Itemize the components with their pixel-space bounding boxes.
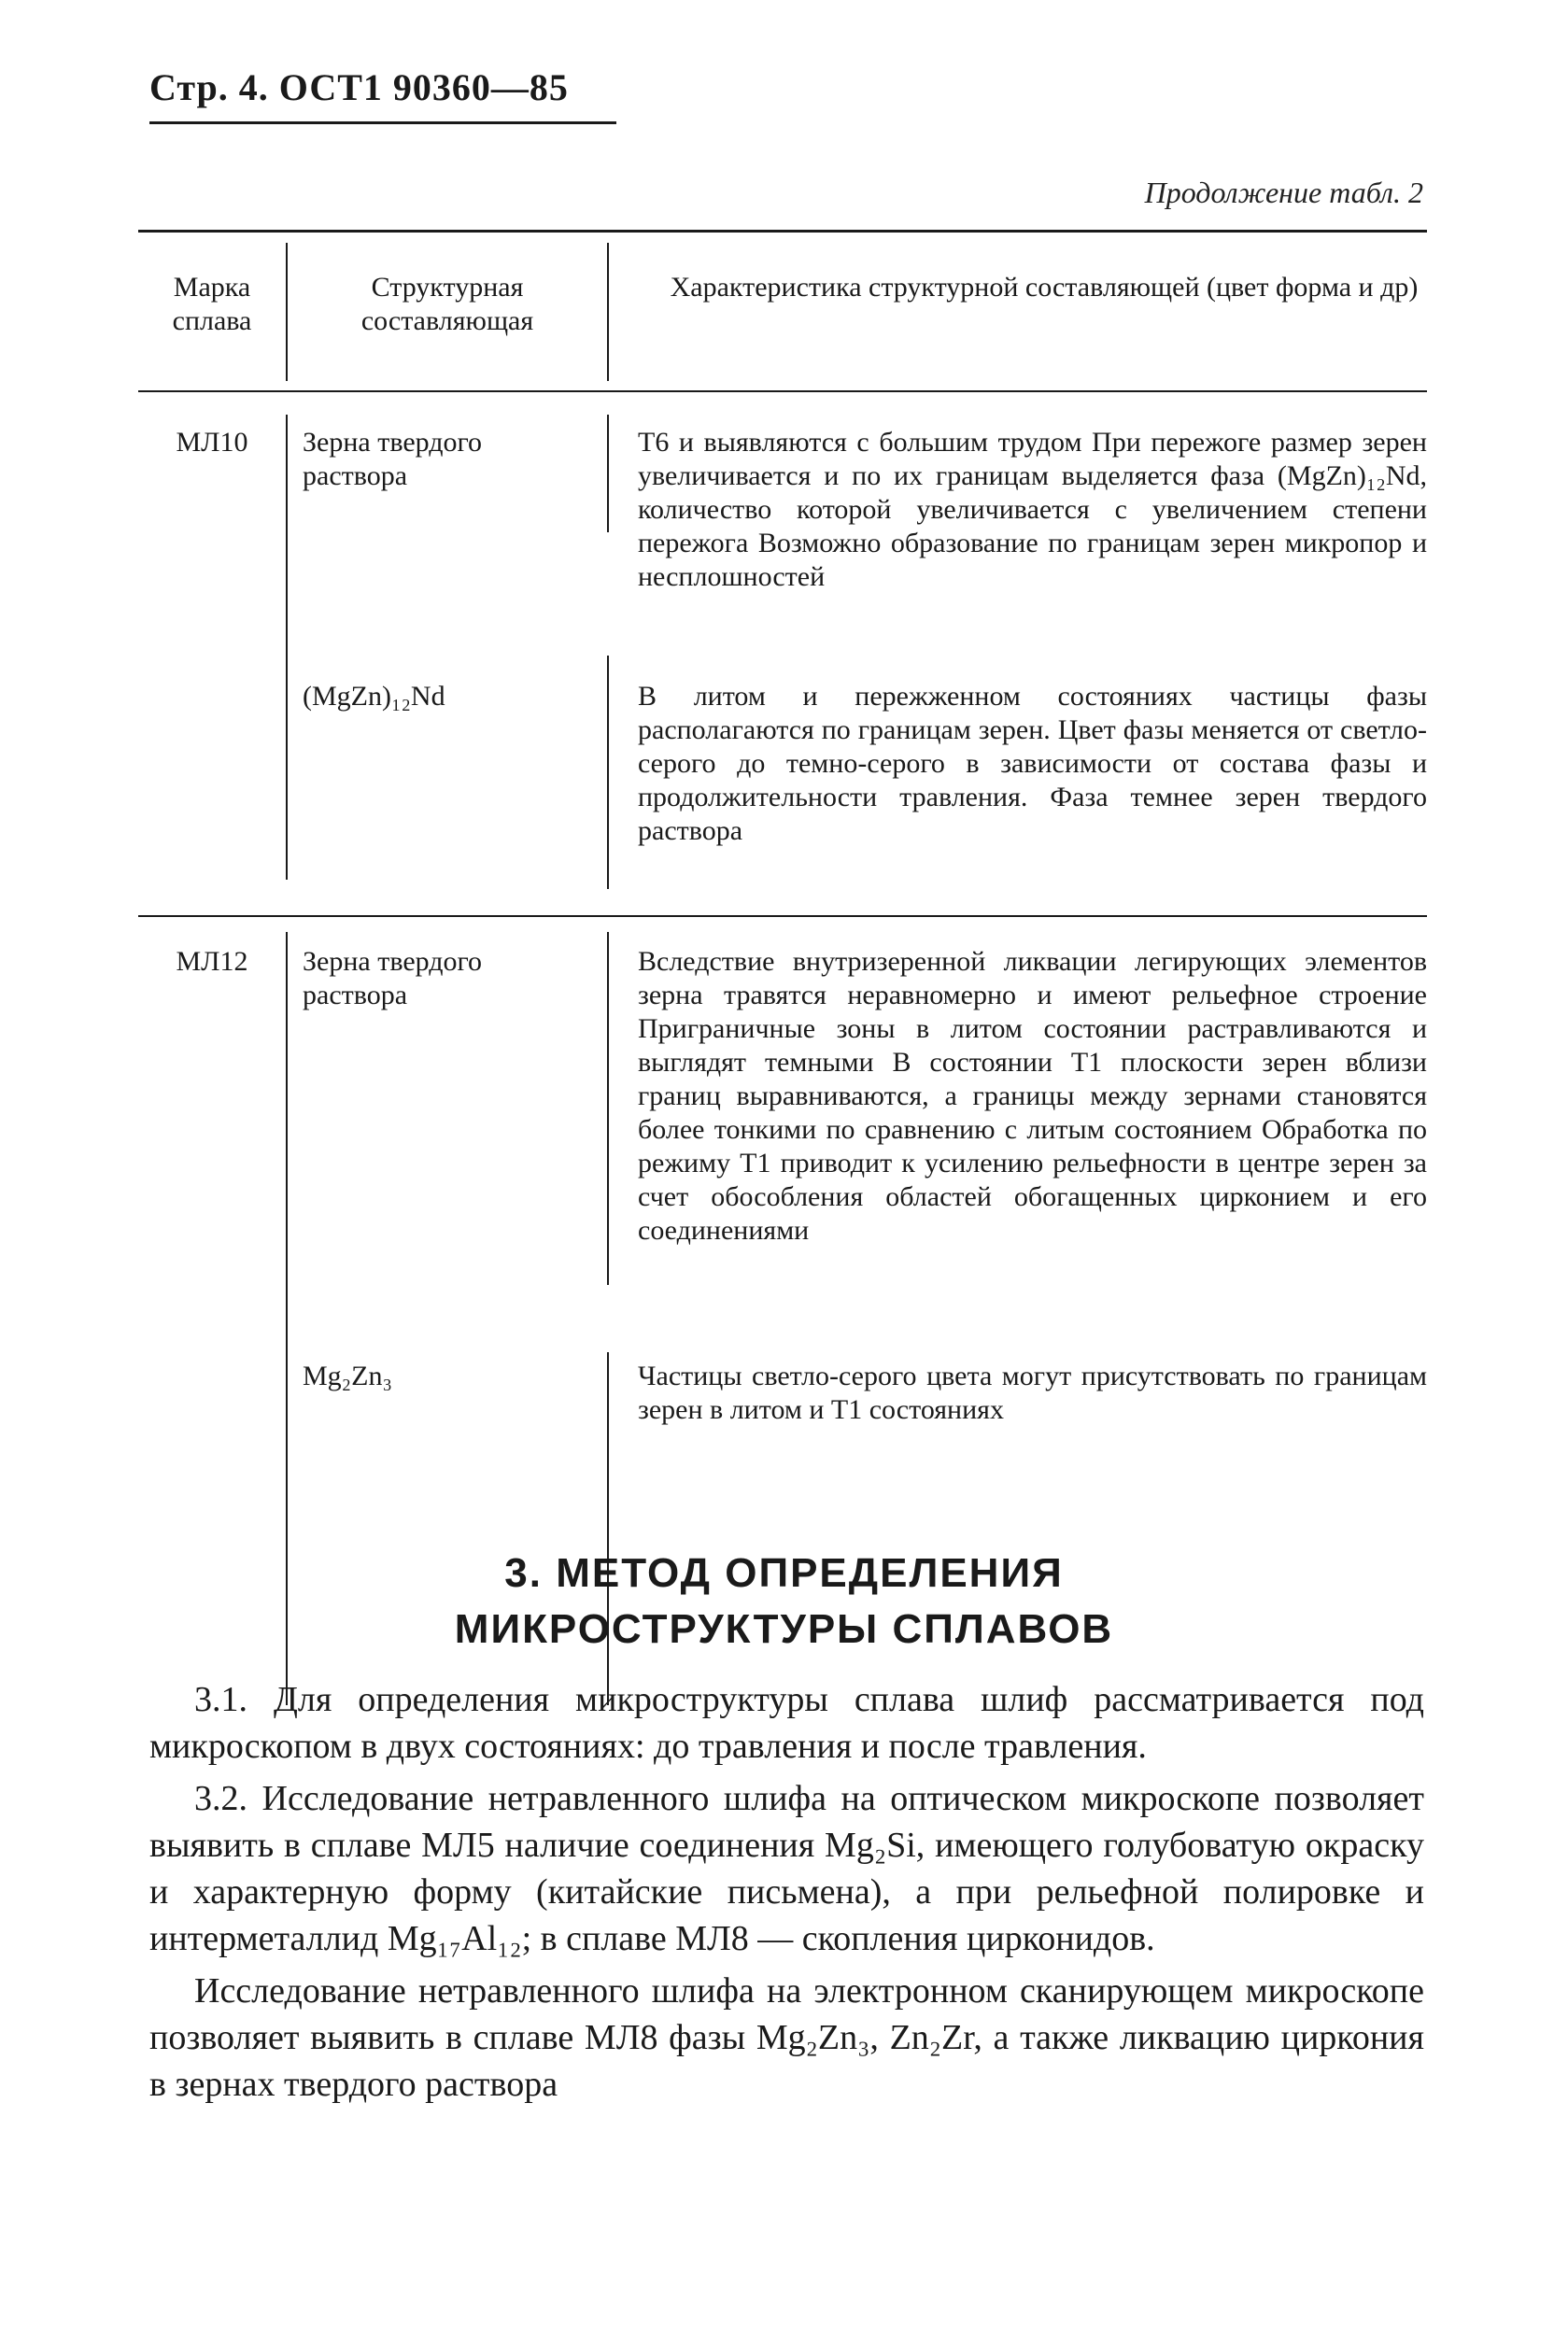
table-vline [607,415,609,532]
table-vline [286,415,288,880]
section-body [149,1676,1424,2113]
column-header-description: Характеристика структурной составляющей (цвет форма и др) [670,272,1419,303]
table-vline [607,932,609,1285]
paragraph: 3.1. Для определения микроструктуры сплава шлиф рассматривается под микроскопом в двух состояниях: до травления и после травления. [149,1680,1424,1766]
cell-component: Зерна твердого раствора [303,427,483,491]
table-vline [607,656,609,889]
cell-component: (MgZn)₁₂Nd [303,681,445,712]
cell-component: Mg₂Zn₃ [303,1361,392,1391]
cell-grade: МЛ10 [176,427,248,458]
table-vline [286,243,288,381]
table-vline [607,243,609,381]
table-continuation-label: Продолжение табл. 2 [1144,176,1423,209]
cell-component: Зерна твердого раствора [303,946,483,1010]
section-title-line: МИКРОСТРУКТУРЫ СПЛАВОВ [454,1606,1114,1652]
cell-grade: МЛ12 [176,946,248,977]
cell-description: Частицы светло-серого цвета могут присутствовать по границам зерен в литом и Т1 состояниях [638,1361,1427,1425]
section-title-line: 3. МЕТОД ОПРЕДЕЛЕНИЯ [504,1550,1064,1596]
cell-description: Т6 и выявляются с большим трудом При пережоге размер зерен увеличивается и по их границам выделяется фаза (MgZn)₁₂Nd, количество которой увеличивается с увеличением степени пережога Возможно образование по границам зерен микропор и несплошностей [638,427,1427,592]
table-top-rule [138,230,1427,233]
column-header-grade: Марка сплава [172,272,252,336]
page-header: Стр. 4. ОСТ1 90360—85 [149,66,569,108]
paragraph: Исследование нетравленного шлифа на электронном сканирующем микроскопе позволяет выявить в сплаве МЛ8 фазы Mg₂Zn₃, Zn₂Zr, а также ликвацию циркония в зернах твердого раствора [149,1971,1424,2104]
table-header-rule [138,390,1427,392]
column-header-component: Структурная составляющая [360,272,534,336]
section-title [0,1546,1568,1658]
table-group-rule [138,915,1427,917]
cell-description: В литом и пережженном состояниях частицы фазы располагаются по границам зерен. Цвет фазы меняется от светло-серого до темно-серого в зависимости от состава фазы и продолжительности травления. Фаза темнее зерен твердого раствора [638,681,1427,846]
header-rule [149,121,616,124]
cell-description: Вследствие внутризеренной ликвации легирующих элементов зерна травятся неравномерно и имеют рельефное строение Приграничные зоны в литом состоянии растравливаются и выглядят темными В состоянии Т1 плоскости зерен вблизи границ выравниваются, а границы между зернами становятся более тонкими по сравнению с литым состоянием Обработка по режиму Т1 приводит к усилению рельефности в центре зерен за счет обособления областей обогащенных цирконием и его соединениями [638,946,1427,1246]
paragraph: 3.2. Исследование нетравленного шлифа на оптическом микроскопе позволяет выявить в сплаве МЛ5 наличие соединения Mg₂Si, имеющего голубоватую окраску и характерную форму (китайские письмена), а при рельефной полировке и интерметаллид Mg₁₇Al₁₂; в сплаве МЛ8 — скопления цирконидов. [149,1779,1424,1958]
